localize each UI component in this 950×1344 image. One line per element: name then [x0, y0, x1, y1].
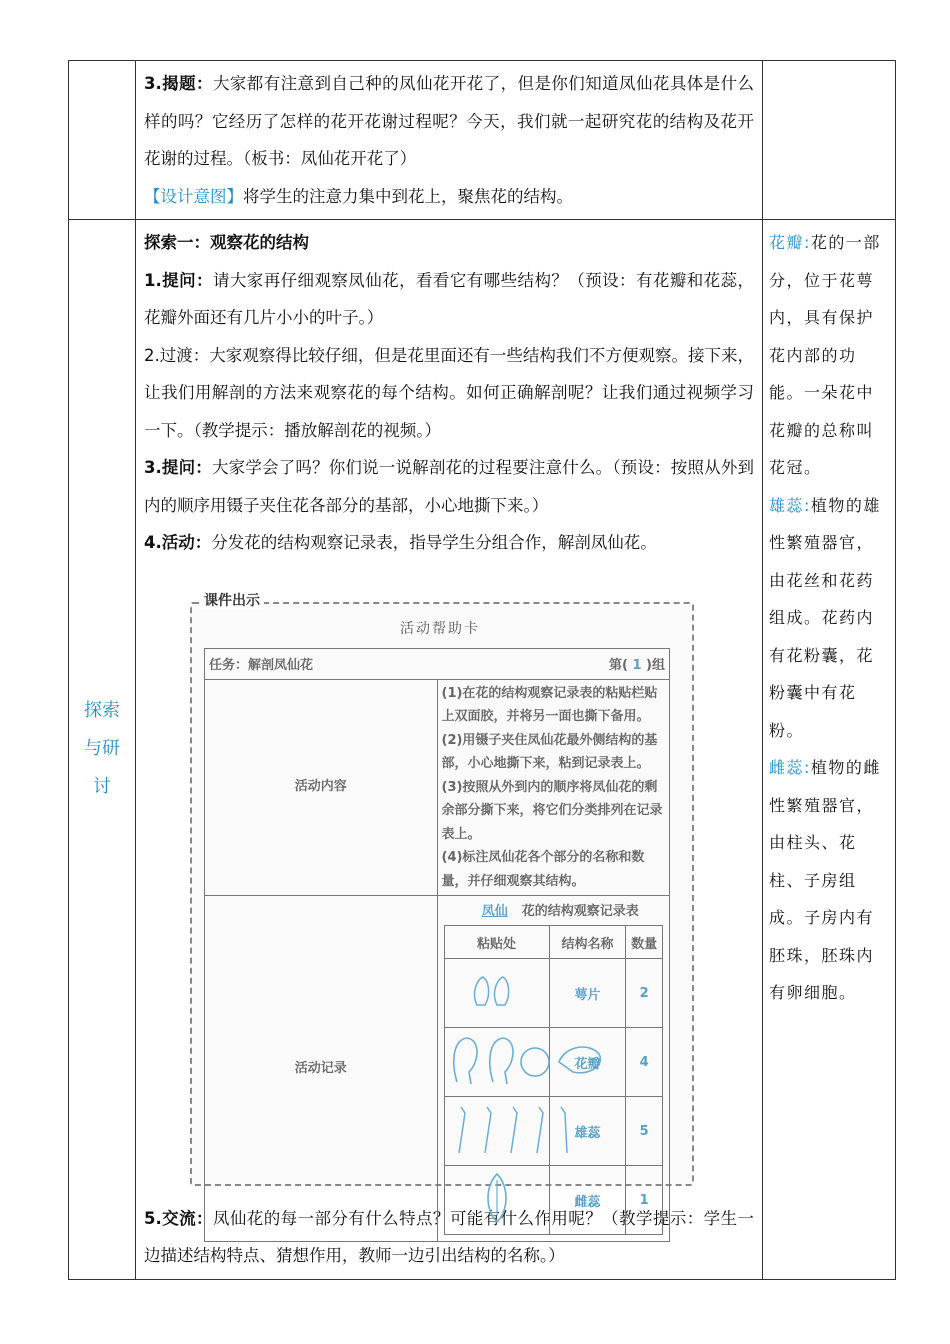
table-row: [444, 1097, 663, 1166]
record-title: [444, 900, 664, 919]
task-text: 任务：解剖凤仙花: [209, 658, 314, 673]
side-notes-cell: [763, 220, 896, 1280]
note-petal: [769, 224, 889, 487]
group-value: 1: [632, 658, 642, 673]
steps-cell: [437, 679, 670, 896]
step-1: (1)在花的结构观察记录表的粘贴栏贴上双面胶，并将另一面也撕下备用。: [441, 685, 658, 724]
explore-content-cell: [136, 220, 763, 1280]
explore-row: [69, 220, 896, 1280]
note-term: 雄蕊:: [769, 495, 811, 515]
activity-label: 4.活动：: [144, 533, 212, 552]
activity-text: 分发花的结构观察记录表，指导学生分组合作，解剖凤仙花。: [211, 533, 657, 552]
design-intent-label: 【设计意图】: [144, 186, 243, 206]
note-text: 植物的雄性繁殖器官，由花丝和花药组成。花药内有花粉囊，花粉囊中有花粉。: [769, 495, 881, 740]
structure-name: 雌蕊: [549, 1166, 626, 1235]
note-text: 植物的雌性繁殖器官，由柱头、花柱、子房组成。子房内有胚珠，胚珠内有卵细胞。: [769, 758, 881, 1002]
reveal-label: 3.揭题：: [144, 74, 213, 93]
structure-name: 雄蕊: [549, 1097, 626, 1166]
group-prefix: 第(: [608, 658, 628, 673]
record-title-text: 花的结构观察记录表: [521, 904, 639, 919]
record-header-row: [444, 926, 663, 959]
pistil-drawing: [444, 1166, 549, 1235]
header-structure: 结构名称: [549, 926, 626, 959]
step-3: (3)按照从外到内的顺序将凤仙花的剩余部分撕下来，将它们分类排列在记录表上。: [441, 779, 663, 842]
task-cell: [205, 648, 670, 679]
sepal-icon: [467, 971, 527, 1011]
help-card-title: 活动帮助卡: [400, 620, 480, 637]
empty-label-cell: [69, 61, 136, 220]
record-flower-name: 凤仙: [481, 904, 508, 919]
structure-count: 5: [626, 1097, 663, 1166]
question-1-paragraph: [144, 262, 754, 337]
courseware-image: [190, 580, 702, 1210]
note-term: 花瓣:: [769, 233, 811, 252]
record-row: [205, 896, 670, 1242]
record-label: 活动记录: [205, 896, 438, 1242]
reveal-topic-paragraph: [144, 65, 754, 178]
content-label: 活动内容: [205, 679, 438, 896]
design-intent-paragraph: [144, 178, 754, 216]
explore-title: 探索一：观察花的结构: [144, 233, 309, 252]
pistil-icon: [477, 1170, 517, 1226]
sepal-drawing: [444, 959, 549, 1028]
design-intent-text: 将学生的注意力集中到花上，聚焦花的结构。: [243, 186, 573, 206]
note-text: 花的一部分，位于花萼内，具有保护花内部的功能。一朵花中花瓣的总称叫花冠。: [769, 233, 881, 477]
help-card-table: [204, 648, 670, 1243]
structure-count: 1: [626, 1166, 663, 1235]
exchange-text: 凤仙花的每一部分有什么特点？可能有什么作用呢？（教学提示：学生一边描述结构特点、猜想作用，教师一边引出结构的名称。）: [144, 1208, 755, 1265]
stamen-drawing: [444, 1097, 549, 1166]
intro-row: [69, 61, 896, 220]
section-label: 探索与研讨: [84, 700, 120, 798]
structure-count: 2: [626, 959, 663, 1028]
table-row: [444, 1166, 663, 1235]
intro-content-cell: [136, 61, 763, 220]
question-3-label: 3.提问：: [144, 458, 212, 477]
step-2: (2)用镊子夹住凤仙花最外侧结构的基部，小心地撕下来，粘到记录表上。: [441, 732, 658, 771]
transition-paragraph: 2.过渡：大家观察得比较仔细，但是花里面还有一些结构我们不方便观察。接下来，让我们用解剖的方法来观察花的每个结构。如何正确解剖呢？让我们通过视频学习一下。（教学提示：播放解剖花的视频。）: [144, 345, 754, 440]
question-1-label: 1.提问：: [144, 270, 213, 290]
content-row: [205, 679, 670, 896]
group-suffix: )组: [646, 658, 665, 673]
question-3-paragraph: [144, 449, 754, 524]
group-number: [609, 654, 665, 673]
question-1-text: 请大家再仔细观察凤仙花，看看它有哪些结构？（预设：有花瓣和花蕊，花瓣外面还有几片小小的叶子。）: [144, 270, 755, 327]
task-row: [205, 648, 670, 679]
stamen-icon: [449, 1101, 579, 1157]
structure-name: 花瓣: [549, 1028, 626, 1097]
lesson-plan-table: [68, 60, 896, 1280]
activity-paragraph: [144, 524, 754, 562]
header-paste: 粘贴处: [444, 926, 549, 959]
petal-drawing: [444, 1028, 549, 1097]
step-4: (4)标注凤仙花各个部分的名称和数量，并仔细观察其结构。: [441, 850, 645, 889]
note-stamen: [769, 487, 889, 750]
table-row: [444, 959, 663, 1028]
exchange-label: 5.交流：: [144, 1208, 213, 1228]
table-row: [444, 1028, 663, 1097]
section-label-cell: [69, 220, 136, 1280]
reveal-text: 大家都有注意到自己种的凤仙花开花了，但是你们知道凤仙花具体是什么样的吗？它经历了怎样的花开花谢过程呢？今天，我们就一起研究花的结构及花开花谢的过程。（板书：凤仙花开花了）: [144, 74, 755, 168]
structure-count: 4: [626, 1028, 663, 1097]
structure-name: 萼片: [549, 959, 626, 1028]
empty-note-cell: [763, 61, 896, 220]
header-count: 数量: [626, 926, 663, 959]
note-pistil: [769, 749, 889, 1012]
note-term: 雌蕊:: [769, 758, 811, 777]
courseware-tag: 课件出示: [200, 590, 264, 610]
record-cell: [437, 896, 670, 1242]
question-3-text: 大家学会了吗？你们说一说解剖花的过程要注意什么。（预设：按照从外到内的顺序用镊子夹住花各部分的基部，小心地撕下来。）: [144, 458, 755, 515]
record-table: [444, 925, 664, 1235]
